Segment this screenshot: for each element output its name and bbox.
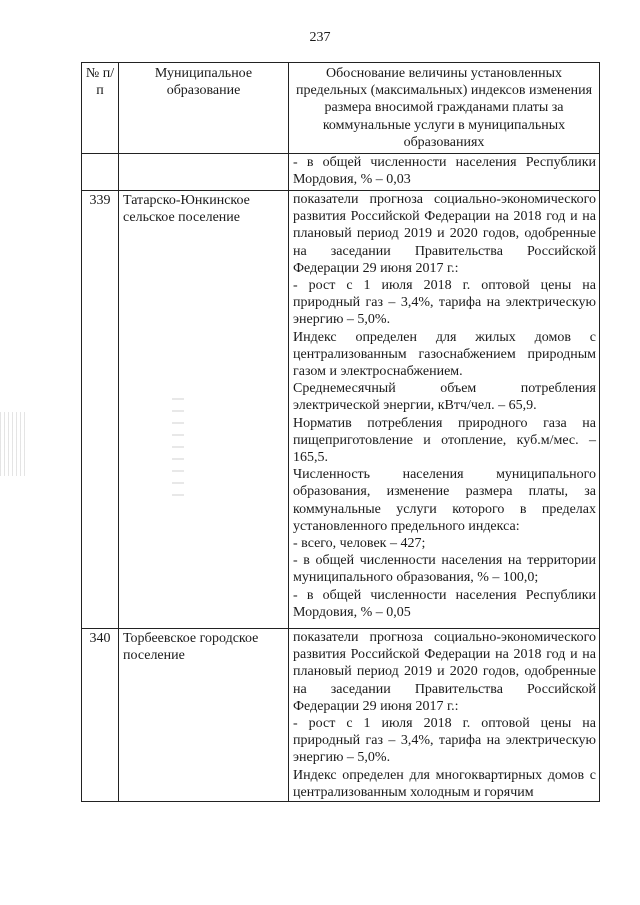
justification-paragraph: Численность населения муниципального образования, изменение размера платы, за коммунальные услуги которого в пределах установленного предельного индекса: xyxy=(293,467,596,534)
table-row-340 xyxy=(82,629,600,802)
justification-paragraph: - всего, человек – 427; xyxy=(293,536,426,552)
justification-paragraph: - в общей численности населения Республики Мордовия, % – 0,05 xyxy=(293,587,596,620)
row-municipality xyxy=(119,154,289,191)
justification-paragraph: Индекс определен для многоквартирных домов с централизованным холодным и горячим xyxy=(293,767,596,800)
justification-paragraph: Норматив потребления природного газа на пищеприготовление и отопление, куб.м/мес. – 165,5. xyxy=(293,415,596,466)
row-municipality: Торбеевское городское поселение xyxy=(119,629,289,802)
header-number: № п/п xyxy=(82,63,119,154)
table-row-339 xyxy=(82,191,600,629)
table-header-row xyxy=(82,63,600,154)
justification-paragraph: - в общей численности населения Республики Мордовия, % – 0,03 xyxy=(293,155,596,188)
scan-artifact xyxy=(0,412,28,476)
justification-paragraph: - в общей численности населения на территории муниципального образования, % – 100,0; xyxy=(293,553,596,586)
justification-paragraph: Индекс определен для жилых домов с централизованным газоснабжением природным газом и электроснабжением. xyxy=(293,329,596,380)
header-municipality: Муниципальное образование xyxy=(119,63,289,154)
row-municipality: Татарско-Юнкинское сельское поселение xyxy=(119,191,289,629)
row-number: 340 xyxy=(82,629,119,802)
justification-paragraph: Среднемесячный объем потребления электрической энергии, кВтч/чел. – 65,9. xyxy=(293,381,596,414)
justification-table xyxy=(81,62,600,802)
justification-paragraph: показатели прогноза социально-экономического развития Российской Федерации на 2018 год и на плановый период 2019 и 2020 годов, одобренные на заседании Правительства Российской Федерации 29 июня 2017 г.: xyxy=(293,192,596,276)
row-number xyxy=(82,154,119,191)
page-number: 237 xyxy=(309,30,331,45)
row-number: 339 xyxy=(82,191,119,629)
row-justification xyxy=(289,629,600,802)
row-justification xyxy=(289,154,600,191)
justification-paragraph: - рост с 1 июля 2018 г. оптовой цены на природный газ – 3,4%, тарифа на электрическую энергию – 5,0%. xyxy=(293,716,596,766)
row-justification xyxy=(289,191,600,629)
justification-paragraph: показатели прогноза социально-экономического развития Российской Федерации на 2018 год и на плановый период 2019 и 2020 годов, одобренные на заседании Правительства Российской Федерации 29 июня 2017 г.: xyxy=(293,630,596,714)
justification-paragraph: - рост с 1 июля 2018 г. оптовой цены на природный газ – 3,4%, тарифа на электрическую энергию – 5,0%. xyxy=(293,278,596,328)
header-justification: Обоснование величины установленных предельных (максимальных) индексов изменения размера вносимой гражданами платы за коммунальные услуги в муниципальных образованиях xyxy=(289,63,600,154)
table-row-continuation xyxy=(82,154,600,191)
